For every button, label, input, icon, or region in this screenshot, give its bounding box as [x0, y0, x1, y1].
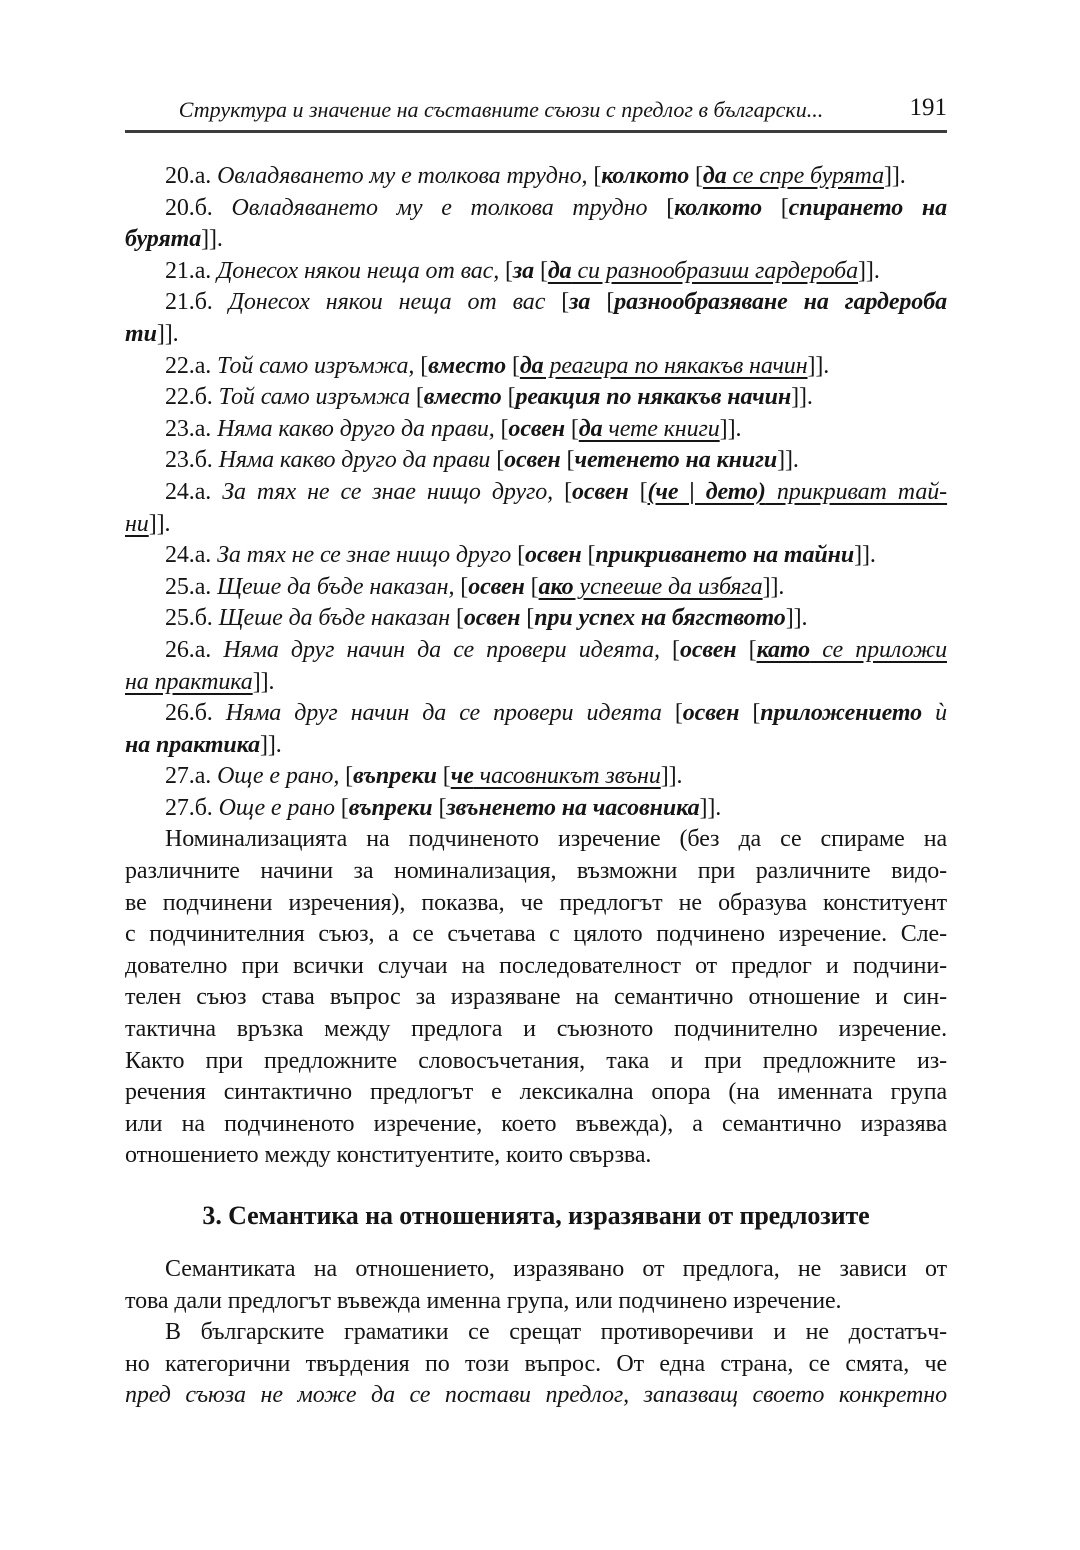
- text-run: дователно при всички случаи на последователност от предлог и подчини-: [125, 952, 947, 979]
- text-run: реакция по някакъв начин: [515, 384, 792, 411]
- text-line: [125, 414, 947, 446]
- text-run: освен: [463, 605, 521, 632]
- text-run: Донесох някои неща от вас,: [217, 257, 500, 284]
- text-run: чете книги: [602, 415, 720, 442]
- text-run: [: [501, 384, 516, 411]
- text-run: бурята: [125, 226, 202, 253]
- text-run: пред съюза не може да се постави предлог, запазващ своето конкретно: [125, 1382, 947, 1409]
- text-run: освен: [508, 415, 565, 442]
- text-run: ]].: [762, 573, 785, 600]
- text-run: Номинализацията на подчиненото изречение (без да се спираме на: [165, 826, 947, 853]
- text-run: различните начини за номинализация, възможни при различните видо-: [125, 858, 947, 885]
- text-line: [125, 730, 947, 762]
- text-run: отношението между конституентите, които свързва.: [125, 1142, 652, 1169]
- text-run: ]].: [854, 542, 876, 569]
- text-line: [125, 951, 947, 983]
- text-run: [: [564, 415, 579, 442]
- text-run: [: [506, 352, 520, 379]
- text-run: Няма какво друго да прави,: [217, 415, 495, 442]
- text-run: за: [512, 257, 535, 284]
- running-header: [125, 96, 947, 128]
- text-run: ]].: [156, 320, 179, 347]
- text-line: [125, 919, 947, 951]
- text-run: речения синтактично предлогът е лексикална опора (на именната група: [125, 1079, 947, 1106]
- text-line: [125, 635, 947, 667]
- text-run: 26.б.: [165, 700, 226, 727]
- text-run: освен: [572, 478, 629, 505]
- text-run: освен: [682, 700, 740, 727]
- text-run: [: [410, 384, 424, 411]
- text-run: [: [494, 415, 509, 442]
- text-run: да: [547, 257, 572, 284]
- text-run: [: [661, 700, 683, 727]
- text-run: Щеше да бъде наказан: [218, 605, 451, 632]
- text-run: [: [659, 636, 680, 663]
- text-run: Той само изръмжа: [218, 384, 410, 411]
- text-run: 25.б.: [165, 605, 219, 632]
- text-run: [: [587, 163, 602, 189]
- text-line: [125, 1317, 947, 1349]
- text-line: [125, 1077, 947, 1109]
- text-run: Овладяването му е толкова трудно,: [217, 163, 588, 189]
- text-run: [: [432, 794, 447, 821]
- header-divider: [125, 130, 947, 133]
- text-run: да: [578, 415, 603, 442]
- text-run: се спре бурята: [726, 163, 884, 189]
- text-line: [125, 824, 947, 856]
- text-run: Още е рано,: [217, 763, 340, 790]
- text-run: вместо: [423, 384, 502, 411]
- text-line: [125, 509, 947, 541]
- text-run: [: [689, 163, 703, 189]
- text-run: часовникът звъни: [473, 763, 661, 790]
- text-run: ]].: [252, 668, 275, 695]
- text-run: 27.б.: [165, 794, 219, 821]
- text-run: [: [520, 605, 535, 632]
- text-run: освен: [504, 447, 561, 474]
- text-run: [: [534, 257, 548, 284]
- text-run: [: [334, 794, 349, 821]
- text-run: Семантиката на отношението, изразявано от предлога, не зависи от: [165, 1256, 947, 1282]
- text-line: [125, 1014, 947, 1046]
- text-run: ако: [538, 573, 574, 600]
- text-run: 21.а.: [165, 257, 218, 284]
- text-run: За тях не се знае нищо друго: [217, 542, 512, 569]
- text-run: ни: [125, 510, 149, 537]
- text-run: освен: [525, 542, 582, 569]
- text-run: В българските граматики се срещат противоречиви и не достатъч-: [165, 1319, 947, 1346]
- text-run: Щеше да бъде наказан,: [217, 573, 455, 600]
- text-run: прикриването на тайни: [595, 542, 855, 569]
- text-line: [125, 193, 947, 225]
- text-line: [125, 761, 947, 793]
- text-run: колкото: [674, 194, 762, 221]
- text-run: ]].: [148, 510, 171, 537]
- text-run: но категорични твърдения по този въпрос. От една страна, се смята, че: [125, 1350, 947, 1377]
- text-line: [125, 572, 947, 604]
- text-run: звъненето на часовника: [446, 794, 700, 821]
- text-line: [125, 982, 947, 1014]
- text-run: да: [702, 163, 727, 189]
- text-line: [125, 382, 947, 414]
- text-run: Още е рано: [218, 794, 335, 821]
- text-run: ]].: [660, 763, 683, 790]
- text-run: реагира по някакъв начин: [543, 352, 808, 379]
- text-run: да: [519, 352, 544, 379]
- text-run: 23.а.: [165, 415, 218, 442]
- text-run: ]].: [699, 794, 722, 821]
- text-run: [: [761, 194, 789, 221]
- text-run: спирането на: [788, 194, 948, 221]
- text-line: [125, 698, 947, 730]
- text-run: 24.а.: [165, 478, 223, 505]
- text-run: ]].: [807, 352, 830, 379]
- text-run: колкото: [601, 163, 690, 189]
- text-run: се приложи: [810, 636, 947, 663]
- text-run: За тях не се знае нищо друго,: [222, 478, 554, 505]
- text-run: ]].: [791, 384, 813, 411]
- text-run: 23.б.: [165, 447, 219, 474]
- text-line: [125, 224, 947, 256]
- text-run: това дали предлогът въвежда именна група, или подчинено изречение.: [125, 1287, 842, 1314]
- text-run: на практика: [125, 668, 253, 695]
- text-line: [125, 287, 947, 319]
- page-number: 191: [909, 94, 947, 121]
- text-run: 3. Семантика на отношенията, изразявани от предлозите: [202, 1201, 870, 1230]
- text-run: [: [560, 447, 575, 474]
- text-line: [125, 1109, 947, 1141]
- text-line: [125, 856, 947, 888]
- text-line: [125, 319, 947, 351]
- text-run: 21.б.: [165, 289, 229, 316]
- text-run: [: [736, 636, 757, 663]
- document-body: [125, 161, 947, 1412]
- text-run: или на подчиненото изречение, което въвежда), а семантично изразява: [125, 1110, 947, 1137]
- text-run: Както при предложните словосъчетания, така и при предложните из-: [125, 1047, 947, 1074]
- text-run: [: [339, 763, 354, 790]
- text-run: с подчинителния съюз, а се съчетава с цялото подчинено изречение. Сле-: [125, 921, 947, 948]
- text-line: [125, 161, 947, 193]
- text-run: [: [581, 542, 596, 569]
- text-line: [125, 256, 947, 288]
- text-run: си разнообразиш гардероба: [571, 257, 859, 284]
- text-run: като: [756, 636, 811, 663]
- text-run: ]].: [201, 226, 223, 253]
- text-run: въпреки: [348, 794, 433, 821]
- text-run: 27.а.: [165, 763, 218, 790]
- text-line: [125, 1286, 947, 1318]
- text-line: [125, 477, 947, 509]
- text-run: при успех на бягството: [534, 605, 786, 632]
- text-run: ]].: [260, 731, 282, 758]
- text-run: [: [553, 478, 573, 505]
- text-run: Той само изръмжа,: [217, 352, 415, 379]
- text-run: за: [569, 289, 591, 316]
- text-line: [125, 603, 947, 635]
- text-run: ѝ: [922, 700, 947, 727]
- text-line: [125, 1254, 947, 1286]
- text-line: [125, 351, 947, 383]
- text-run: 24.а.: [165, 542, 218, 569]
- text-run: ]].: [883, 163, 906, 189]
- text-line: [125, 1140, 947, 1172]
- text-run: ]].: [719, 415, 742, 442]
- text-run: приложението: [760, 700, 923, 727]
- text-line: [125, 1046, 947, 1078]
- text-run: ]].: [777, 447, 799, 474]
- text-run: вместо: [428, 352, 507, 379]
- text-run: Овладяването му е толкова трудно: [231, 194, 648, 221]
- text-run: прикриват тай-: [765, 478, 948, 505]
- text-run: на практика: [125, 731, 261, 758]
- text-run: разнообразяване на гардероба: [614, 289, 947, 316]
- running-header-title: Структура и значение на съставните съюзи с предлог в български...: [178, 97, 824, 122]
- text-line: [125, 1349, 947, 1381]
- text-run: [: [450, 605, 464, 632]
- text-run: 25.а.: [165, 573, 218, 600]
- text-run: [: [590, 289, 615, 316]
- text-run: ]].: [858, 257, 880, 284]
- text-run: Няма друг начин да се провери идеята,: [223, 636, 660, 663]
- text-run: че: [450, 763, 474, 790]
- text-run: четенето на книги: [574, 447, 778, 474]
- text-run: [: [490, 447, 505, 474]
- text-run: 26.а.: [165, 636, 224, 663]
- page-content: [125, 96, 947, 1412]
- text-run: освен: [468, 573, 525, 600]
- text-run: телен съюз става въпрос за изразяване на семантично отношение и син-: [125, 984, 947, 1011]
- text-line: [125, 667, 947, 699]
- text-run: 20.а.: [165, 163, 218, 189]
- text-run: [: [511, 542, 526, 569]
- text-run: Донесох някои неща от вас: [228, 289, 546, 316]
- text-run: ти: [125, 320, 157, 347]
- text-line: [125, 793, 947, 825]
- text-run: 20.б.: [165, 194, 232, 221]
- text-run: [: [414, 352, 429, 379]
- text-run: [: [628, 478, 648, 505]
- text-run: [: [647, 194, 675, 221]
- text-run: въпреки: [353, 763, 437, 790]
- text-run: [: [436, 763, 451, 790]
- text-run: [: [454, 573, 469, 600]
- text-run: освен: [679, 636, 737, 663]
- section-heading: [125, 1199, 947, 1233]
- text-run: [: [524, 573, 539, 600]
- text-line: [125, 888, 947, 920]
- text-line: [125, 540, 947, 572]
- text-run: Няма друг начин да се провери идеята: [225, 700, 662, 727]
- text-line: [125, 445, 947, 477]
- text-run: 22.а.: [165, 352, 218, 379]
- text-run: [: [545, 289, 570, 316]
- text-run: ве подчинени изречения), показва, че предлогът не образува конституент: [125, 889, 947, 916]
- text-run: успееше да избяга: [573, 573, 763, 600]
- text-run: [: [499, 257, 513, 284]
- text-run: ]].: [785, 605, 808, 632]
- text-run: 22.б.: [165, 384, 219, 411]
- text-run: (че | дето): [647, 478, 766, 505]
- text-run: Няма какво друго да прави: [218, 447, 491, 474]
- text-run: [: [739, 700, 761, 727]
- text-line: [125, 1380, 947, 1412]
- text-run: тактична връзка между предлога и съюзното подчинително изречение.: [125, 1016, 947, 1043]
